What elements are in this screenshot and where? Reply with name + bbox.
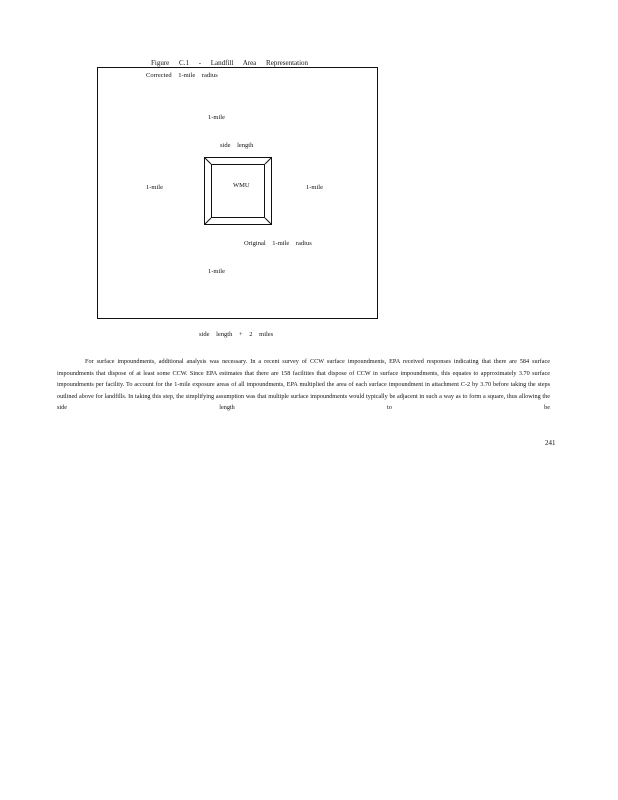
left-mile-label: 1-mile xyxy=(146,184,163,191)
wmu-label: WMU xyxy=(233,182,250,189)
figure-title: Figure C.1 - Landfill Area Representation xyxy=(151,59,309,67)
figure-caption: side length + 2 miles xyxy=(199,331,274,338)
wmu-inner-square xyxy=(211,164,265,218)
original-radius-label: Original 1-mile radius xyxy=(244,240,312,247)
top-mile-label: 1-mile xyxy=(208,114,225,121)
wmu-outer-square xyxy=(204,157,272,225)
body-paragraph xyxy=(57,356,550,414)
body-paragraph-text: For surface impoundments, additional analysis was necessary. In a recent survey of CCW surface impoundments, EPA received responses indicating that there are 584 surface impoundments that dispose of at least some CCW. Since EPA estimates that there are 158 facilities that dispose of CCW in surface impoundments, this equates to approximately 3.70 surface impoundments per facility. To account for the 1-mile exposure areas of all impoundments, EPA multiplied the area of each surface impoundment in attachment C-2 by 3.70 before taking the steps outlined above for landfills. In taking this step, the simplifying assumption was that multiple surface impoundments would typically be adjacent in such a way as to form a square, thus allowing the side length to be xyxy=(57,358,550,412)
right-mile-label: 1-mile xyxy=(306,184,323,191)
page-number: 241 xyxy=(545,439,556,447)
side-length-label: side length xyxy=(220,142,254,149)
bottom-mile-label: 1-mile xyxy=(208,268,225,275)
corrected-radius-label: Corrected 1-mile radius xyxy=(146,72,218,79)
